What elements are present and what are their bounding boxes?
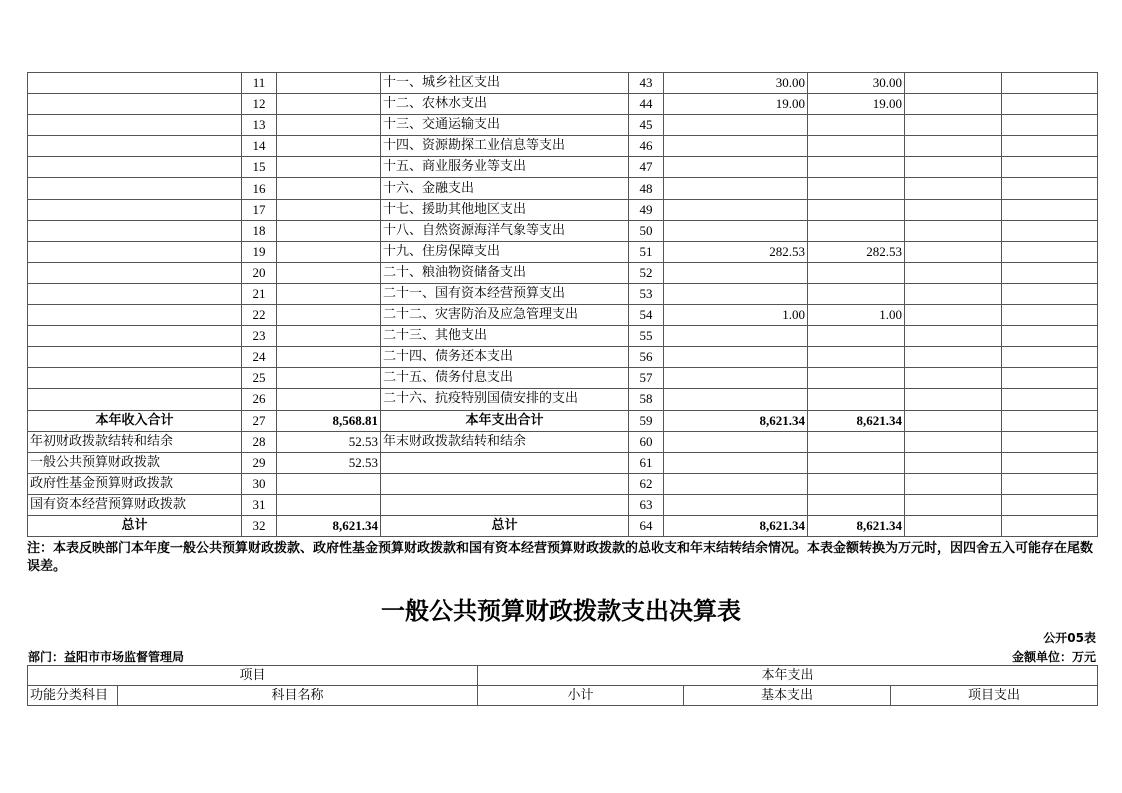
income-line-no-cell: 15 [242,157,277,178]
income-amount-cell [277,368,381,389]
expense-item-cell: 二十六、抗疫特别国债安排的支出 [381,389,629,410]
expense-state-capital-cell [1002,115,1098,136]
expense-total-cell [664,178,808,199]
income-line-no-cell: 13 [242,115,277,136]
income-amount-cell [277,305,381,326]
header-item: 项目 [28,666,478,686]
expense-state-capital-cell [1002,220,1098,241]
page-title: 一般公共预算财政拨款支出决算表 [381,597,741,625]
income-line-no-cell: 14 [242,136,277,157]
expense-item-cell: 年末财政拨款结转和结余 [381,431,629,452]
expense-state-capital-cell [1002,326,1098,347]
table-row [28,199,1098,220]
income-amount-cell [277,178,381,199]
income-line-no-cell: 32 [242,515,277,536]
income-line-no-cell: 20 [242,262,277,283]
income-line-no-cell: 22 [242,305,277,326]
expense-total-cell: 19.00 [664,94,808,115]
table-row [28,473,1098,494]
income-line-no-cell: 28 [242,431,277,452]
income-amount-cell [277,220,381,241]
expense-item-cell: 十三、交通运输支出 [381,115,629,136]
table-row [28,178,1098,199]
header-year-expenditure: 本年支出 [478,666,1098,686]
expense-general-budget-cell [808,178,905,199]
expense-line-no-cell: 43 [629,73,664,94]
table-row [28,157,1098,178]
income-line-no-cell: 18 [242,220,277,241]
expense-item-cell: 十二、农林水支出 [381,94,629,115]
expense-item-cell [381,494,629,515]
table-row [28,94,1098,115]
expense-total-cell [664,157,808,178]
expense-line-no-cell: 50 [629,220,664,241]
income-amount-cell [277,199,381,220]
header-row [28,666,1098,686]
expense-general-budget-cell [808,115,905,136]
income-item-cell [28,241,242,262]
expense-line-no-cell: 52 [629,262,664,283]
income-line-no-cell: 23 [242,326,277,347]
header-project-expenditure: 项目支出 [891,686,1098,706]
expense-state-capital-cell [1002,73,1098,94]
income-amount-cell [277,94,381,115]
expense-item-cell: 二十四、债务还本支出 [381,347,629,368]
expense-line-no-cell: 64 [629,515,664,536]
income-item-cell [28,94,242,115]
expense-general-budget-cell [808,473,905,494]
income-line-no-cell: 19 [242,241,277,262]
income-item-cell: 本年收入合计 [28,410,242,431]
expense-fund-cell [905,431,1002,452]
expense-general-budget-cell [808,368,905,389]
header-row [28,686,1098,706]
income-amount-cell [277,494,381,515]
income-amount-cell [277,241,381,262]
expense-fund-cell [905,305,1002,326]
table-row [28,494,1098,515]
table-row [28,262,1098,283]
expense-fund-cell [905,410,1002,431]
income-item-cell: 总计 [28,515,242,536]
income-amount-cell [277,473,381,494]
income-item-cell [28,178,242,199]
expense-line-no-cell: 57 [629,368,664,389]
expense-general-budget-cell: 8,621.34 [808,410,905,431]
expense-state-capital-cell [1002,431,1098,452]
expense-state-capital-cell [1002,199,1098,220]
expense-item-cell: 二十二、灾害防治及应急管理支出 [381,305,629,326]
expense-total-cell: 282.53 [664,241,808,262]
expense-line-no-cell: 53 [629,283,664,304]
table-row [28,305,1098,326]
expense-general-budget-cell [808,199,905,220]
expense-general-budget-cell [808,326,905,347]
expense-fund-cell [905,494,1002,515]
expense-fund-cell [905,115,1002,136]
table-row [28,115,1098,136]
income-amount-cell: 52.53 [277,431,381,452]
expense-line-no-cell: 44 [629,94,664,115]
header-subtotal: 小计 [478,686,684,706]
expense-line-no-cell: 60 [629,431,664,452]
expense-total-cell [664,326,808,347]
expense-state-capital-cell [1002,178,1098,199]
expense-total-cell: 30.00 [664,73,808,94]
income-line-no-cell: 31 [242,494,277,515]
income-item-cell [28,283,242,304]
expense-item-cell [381,452,629,473]
expense-item-cell: 二十一、国有资本经营预算支出 [381,283,629,304]
expense-item-cell: 二十、粮油物资储备支出 [381,262,629,283]
table-row [28,326,1098,347]
income-item-cell [28,115,242,136]
expense-state-capital-cell [1002,262,1098,283]
header-basic-expenditure: 基本支出 [684,686,891,706]
expense-state-capital-cell [1002,305,1098,326]
income-line-no-cell: 24 [242,347,277,368]
expense-line-no-cell: 59 [629,410,664,431]
header-subject-name: 科目名称 [118,686,478,706]
table-row [28,241,1098,262]
expense-fund-cell [905,347,1002,368]
table-row [28,389,1098,410]
expense-total-cell [664,389,808,410]
expense-general-budget-cell [808,220,905,241]
income-item-cell: 年初财政拨款结转和结余 [28,431,242,452]
expense-state-capital-cell [1002,410,1098,431]
expense-state-capital-cell [1002,389,1098,410]
expense-total-cell [664,473,808,494]
expense-item-cell: 二十五、债务付息支出 [381,368,629,389]
expense-total-cell [664,347,808,368]
table-row [28,283,1098,304]
expense-line-no-cell: 58 [629,389,664,410]
expense-fund-cell [905,326,1002,347]
expense-item-cell: 本年支出合计 [381,410,629,431]
income-amount-cell [277,115,381,136]
table-note: 注：本表反映部门本年度一般公共预算财政拨款、政府性基金预算财政拨款和国有资本经营预算财政拨款的总收支和年末结转结余情况。本表金额转换为万元时，因四舍五入可能存在尾数误差。 [27,541,1094,574]
income-line-no-cell: 29 [242,452,277,473]
income-amount-cell: 52.53 [277,452,381,473]
income-amount-cell: 8,568.81 [277,410,381,431]
table-row [28,515,1098,536]
table-number: 公开05表 [1043,631,1096,645]
expense-item-cell: 十一、城乡社区支出 [381,73,629,94]
expense-fund-cell [905,283,1002,304]
expense-state-capital-cell [1002,136,1098,157]
expense-fund-cell [905,178,1002,199]
income-item-cell [28,157,242,178]
income-line-no-cell: 30 [242,473,277,494]
expense-fund-cell [905,452,1002,473]
table-row [28,452,1098,473]
expense-general-budget-cell [808,494,905,515]
income-item-cell: 政府性基金预算财政拨款 [28,473,242,494]
expense-state-capital-cell [1002,473,1098,494]
expense-item-cell: 十四、资源勘探工业信息等支出 [381,136,629,157]
expense-state-capital-cell [1002,452,1098,473]
expense-total-cell [664,199,808,220]
expense-general-budget-cell: 30.00 [808,73,905,94]
income-item-cell [28,199,242,220]
expense-item-cell: 十九、住房保障支出 [381,241,629,262]
expense-item-cell: 十八、自然资源海洋气象等支出 [381,220,629,241]
expense-state-capital-cell [1002,94,1098,115]
expense-general-budget-cell [808,157,905,178]
income-amount-cell [277,283,381,304]
department-label: 部门：益阳市市场监督管理局 [28,650,185,664]
expense-line-no-cell: 62 [629,473,664,494]
expense-line-no-cell: 46 [629,136,664,157]
income-item-cell [28,73,242,94]
expense-line-no-cell: 54 [629,305,664,326]
expense-item-cell [381,473,629,494]
expense-line-no-cell: 56 [629,347,664,368]
expense-line-no-cell: 55 [629,326,664,347]
income-line-no-cell: 11 [242,73,277,94]
expense-general-budget-cell: 19.00 [808,94,905,115]
income-item-cell [28,220,242,241]
income-item-cell [28,347,242,368]
expense-general-budget-cell [808,389,905,410]
table-row [28,347,1098,368]
expense-item-cell: 十七、援助其他地区支出 [381,199,629,220]
expense-state-capital-cell [1002,283,1098,304]
expense-fund-cell [905,389,1002,410]
income-item-cell [28,305,242,326]
expense-general-budget-cell: 8,621.34 [808,515,905,536]
table-row [28,220,1098,241]
expense-general-budget-cell: 282.53 [808,241,905,262]
expense-fund-cell [905,136,1002,157]
expense-item-cell: 二十三、其他支出 [381,326,629,347]
header-function-category: 功能分类科目 [28,686,118,706]
income-line-no-cell: 21 [242,283,277,304]
income-item-cell: 一般公共预算财政拨款 [28,452,242,473]
income-item-cell [28,262,242,283]
expense-item-cell: 十六、金融支出 [381,178,629,199]
income-item-cell: 国有资本经营预算财政拨款 [28,494,242,515]
table-row [28,368,1098,389]
table-row [28,431,1098,452]
expense-general-budget-cell [808,136,905,157]
expense-line-no-cell: 61 [629,452,664,473]
table-row [28,136,1098,157]
expense-general-budget-cell [808,283,905,304]
expense-state-capital-cell [1002,494,1098,515]
income-amount-cell [277,326,381,347]
expense-general-budget-cell [808,262,905,283]
income-amount-cell [277,157,381,178]
income-amount-cell [277,389,381,410]
expense-fund-cell [905,262,1002,283]
income-line-no-cell: 26 [242,389,277,410]
expense-line-no-cell: 49 [629,199,664,220]
income-line-no-cell: 27 [242,410,277,431]
expense-total-cell: 1.00 [664,305,808,326]
expense-line-no-cell: 47 [629,157,664,178]
expense-fund-cell [905,241,1002,262]
expense-item-cell: 十五、商业服务业等支出 [381,157,629,178]
table-row [28,73,1098,94]
expense-total-cell [664,494,808,515]
expense-total-cell [664,220,808,241]
expense-state-capital-cell [1002,347,1098,368]
expense-fund-cell [905,94,1002,115]
income-amount-cell: 8,621.34 [277,515,381,536]
expense-line-no-cell: 48 [629,178,664,199]
expense-total-cell [664,368,808,389]
expense-state-capital-cell [1002,368,1098,389]
expense-total-cell [664,452,808,473]
expense-line-no-cell: 63 [629,494,664,515]
expense-fund-cell [905,199,1002,220]
expense-fund-cell [905,368,1002,389]
expense-total-cell [664,431,808,452]
unit-label: 金额单位：万元 [1011,650,1096,664]
expense-total-cell [664,262,808,283]
income-line-no-cell: 17 [242,199,277,220]
expense-line-no-cell: 51 [629,241,664,262]
expense-total-cell [664,136,808,157]
expense-total-cell [664,115,808,136]
expense-state-capital-cell [1002,515,1098,536]
expense-total-cell: 8,621.34 [664,410,808,431]
expense-fund-cell [905,515,1002,536]
income-amount-cell [277,136,381,157]
income-item-cell [28,326,242,347]
income-amount-cell [277,73,381,94]
expense-line-no-cell: 45 [629,115,664,136]
income-amount-cell [277,262,381,283]
income-item-cell [28,368,242,389]
expense-fund-cell [905,220,1002,241]
table-row [28,410,1098,431]
income-amount-cell [277,347,381,368]
income-item-cell [28,389,242,410]
expenditure-header-table [27,665,1098,706]
expense-fund-cell [905,157,1002,178]
expense-state-capital-cell [1002,157,1098,178]
expense-total-cell [664,283,808,304]
expense-item-cell: 总计 [381,515,629,536]
expense-general-budget-cell [808,431,905,452]
expense-fund-cell [905,73,1002,94]
expense-general-budget-cell [808,452,905,473]
income-line-no-cell: 16 [242,178,277,199]
income-line-no-cell: 25 [242,368,277,389]
income-line-no-cell: 12 [242,94,277,115]
expense-fund-cell [905,473,1002,494]
expense-total-cell: 8,621.34 [664,515,808,536]
budget-summary-table [27,72,1098,537]
expense-general-budget-cell: 1.00 [808,305,905,326]
income-item-cell [28,136,242,157]
expense-general-budget-cell [808,347,905,368]
expense-state-capital-cell [1002,241,1098,262]
